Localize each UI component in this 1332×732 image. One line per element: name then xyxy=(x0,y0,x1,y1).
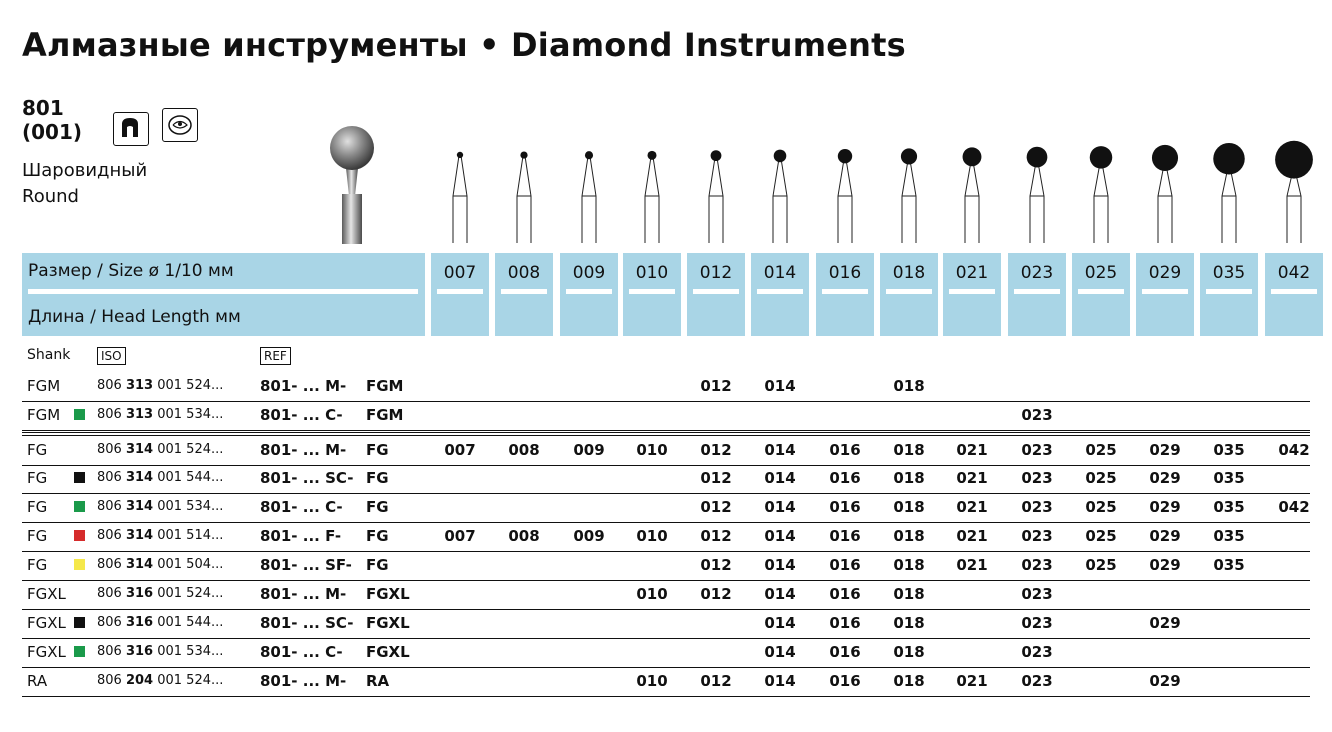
size-header-cell xyxy=(816,253,874,336)
size-availability-cell: 023 xyxy=(1021,406,1053,424)
length-bar xyxy=(949,289,995,294)
size-header-cell xyxy=(1072,253,1130,336)
bur-drawing xyxy=(1152,145,1178,243)
length-bar xyxy=(1206,289,1252,294)
size-availability-cell: 012 xyxy=(700,527,732,545)
table-row xyxy=(22,638,1310,668)
size-availability-cell: 023 xyxy=(1021,527,1053,545)
size-availability-cell: 029 xyxy=(1149,527,1181,545)
size-value: 042 xyxy=(1277,263,1311,283)
size-value: 018 xyxy=(892,263,926,283)
bur-drawing xyxy=(453,152,467,243)
size-availability-cell: 014 xyxy=(764,556,796,574)
size-availability-cell: 023 xyxy=(1021,643,1053,661)
size-availability-cell: 023 xyxy=(1021,585,1053,603)
iso-number: 806 314 001 534... xyxy=(97,499,224,514)
product-number-alt: (001) xyxy=(22,120,83,144)
size-availability-cell: 007 xyxy=(444,527,476,545)
size-value: 029 xyxy=(1148,263,1182,283)
ref-number: 801- ... C- xyxy=(260,498,343,516)
length-bar xyxy=(757,289,803,294)
size-availability-cell: 021 xyxy=(956,556,988,574)
bur-drawing xyxy=(709,150,723,243)
size-availability-cell: 018 xyxy=(893,377,925,395)
ref-number: 801- ... M- xyxy=(260,585,347,603)
size-availability-cell: 010 xyxy=(636,527,668,545)
size-value: 012 xyxy=(699,263,733,283)
size-availability-cell: 023 xyxy=(1021,498,1053,516)
shank-column-header: Shank xyxy=(27,347,71,363)
size-availability-cell: 018 xyxy=(893,672,925,690)
size-header-cell xyxy=(1265,253,1323,336)
size-header-cell xyxy=(1008,253,1066,336)
size-availability-cell: 008 xyxy=(508,441,540,459)
shank-type: FGXL xyxy=(27,614,66,632)
size-availability-cell: 023 xyxy=(1021,469,1053,487)
size-availability-cell: 035 xyxy=(1213,556,1245,574)
size-availability-cell: 009 xyxy=(573,527,605,545)
length-bar xyxy=(1142,289,1188,294)
size-availability-cell: 014 xyxy=(764,585,796,603)
size-value: 035 xyxy=(1212,263,1246,283)
shank-type: FG xyxy=(27,441,48,459)
bur-drawing xyxy=(645,151,659,243)
bur-drawing xyxy=(1090,146,1113,243)
table-row xyxy=(22,609,1310,639)
instrument-drawings xyxy=(0,140,1332,246)
size-availability-cell: 007 xyxy=(444,441,476,459)
grit-color-square xyxy=(74,617,85,628)
size-availability-cell: 023 xyxy=(1021,672,1053,690)
size-availability-cell: 016 xyxy=(829,498,861,516)
length-bar xyxy=(437,289,483,294)
size-availability-cell: 021 xyxy=(956,469,988,487)
table-row xyxy=(22,435,1310,466)
ref-shank: FG xyxy=(366,498,389,516)
ref-shank: RA xyxy=(366,672,390,690)
shank-type: FGXL xyxy=(27,585,66,603)
length-bar xyxy=(1078,289,1124,294)
shank-type: FGM xyxy=(27,377,61,395)
shank-type: RA xyxy=(27,672,48,690)
size-availability-cell: 010 xyxy=(636,441,668,459)
size-availability-cell: 014 xyxy=(764,377,796,395)
ref-number: 801- ... F- xyxy=(260,527,342,545)
size-value: 014 xyxy=(763,263,797,283)
length-bar xyxy=(822,289,868,294)
size-availability-cell: 023 xyxy=(1021,614,1053,632)
size-availability-cell: 016 xyxy=(829,643,861,661)
page-title: Алмазные инструменты • Diamond Instruments xyxy=(22,26,906,64)
bur-drawing xyxy=(1275,141,1313,243)
size-value: 016 xyxy=(828,263,862,283)
size-header xyxy=(22,253,425,336)
ref-shank: FG xyxy=(366,527,389,545)
grit-color-square xyxy=(74,530,85,541)
size-availability-cell: 014 xyxy=(764,469,796,487)
table-row xyxy=(22,522,1310,552)
length-bar xyxy=(1271,289,1317,294)
size-availability-cell: 018 xyxy=(893,643,925,661)
ref-number: 801- ... C- xyxy=(260,643,343,661)
shank-type: FG xyxy=(27,498,48,516)
iso-number: 806 316 001 524... xyxy=(97,586,224,601)
size-availability-cell: 018 xyxy=(893,441,925,459)
grit-color-square xyxy=(74,501,85,512)
ref-shank: FGM xyxy=(366,377,404,395)
iso-number: 806 314 001 514... xyxy=(97,528,224,543)
size-availability-cell: 035 xyxy=(1213,441,1245,459)
bur-drawing xyxy=(773,150,787,243)
size-availability-cell: 029 xyxy=(1149,498,1181,516)
size-availability-cell: 016 xyxy=(829,672,861,690)
size-value: 025 xyxy=(1084,263,1118,283)
size-availability-cell: 029 xyxy=(1149,672,1181,690)
table-row xyxy=(22,493,1310,523)
size-header-cell xyxy=(880,253,938,336)
size-availability-cell: 025 xyxy=(1085,441,1117,459)
table-row xyxy=(22,401,1310,433)
bur-drawing xyxy=(838,149,852,243)
ref-number: 801- ... M- xyxy=(260,441,347,459)
product-name-ru: Шаровидный xyxy=(22,160,148,181)
iso-number: 806 314 001 524... xyxy=(97,442,224,457)
size-availability-cell: 016 xyxy=(829,556,861,574)
bur-drawing xyxy=(1027,147,1048,243)
size-value: 009 xyxy=(572,263,606,283)
size-availability-cell: 035 xyxy=(1213,527,1245,545)
length-bar xyxy=(629,289,675,294)
bur-drawing xyxy=(963,147,982,243)
size-availability-cell: 016 xyxy=(829,614,861,632)
size-availability-cell: 018 xyxy=(893,556,925,574)
ref-number: 801- ... SF- xyxy=(260,556,352,574)
size-availability-cell: 021 xyxy=(956,498,988,516)
size-value: 010 xyxy=(635,263,669,283)
ref-column-header: REF xyxy=(260,347,291,365)
ref-shank: FG xyxy=(366,441,389,459)
size-availability-cell: 014 xyxy=(764,643,796,661)
tooth-preparation-icon xyxy=(162,108,198,142)
length-bar xyxy=(1014,289,1060,294)
size-availability-cell: 042 xyxy=(1278,498,1310,516)
size-header-cell xyxy=(751,253,809,336)
iso-number: 806 314 001 544... xyxy=(97,470,224,485)
size-availability-cell: 018 xyxy=(893,469,925,487)
product-number: 801 xyxy=(22,96,64,120)
size-availability-cell: 029 xyxy=(1149,469,1181,487)
size-availability-cell: 029 xyxy=(1149,441,1181,459)
iso-column-header: ISO xyxy=(97,347,126,365)
size-availability-cell: 016 xyxy=(829,469,861,487)
size-value: 008 xyxy=(507,263,541,283)
bur-drawing xyxy=(1213,143,1245,243)
size-header-cell xyxy=(1136,253,1194,336)
size-availability-cell: 012 xyxy=(700,672,732,690)
length-bar xyxy=(501,289,547,294)
iso-number: 806 316 001 544... xyxy=(97,615,224,630)
grit-color-square xyxy=(74,472,85,483)
length-bar xyxy=(566,289,612,294)
size-value: 007 xyxy=(443,263,477,283)
size-availability-cell: 021 xyxy=(956,527,988,545)
size-availability-cell: 021 xyxy=(956,672,988,690)
grit-color-square xyxy=(74,409,85,420)
size-value: 023 xyxy=(1020,263,1054,283)
header-divider xyxy=(28,289,418,294)
size-header-cell xyxy=(623,253,681,336)
size-availability-cell: 016 xyxy=(829,527,861,545)
size-availability-cell: 012 xyxy=(700,585,732,603)
size-header-cell xyxy=(560,253,618,336)
size-availability-cell: 023 xyxy=(1021,441,1053,459)
table-row xyxy=(22,551,1310,581)
size-header-cell xyxy=(687,253,745,336)
size-availability-cell: 009 xyxy=(573,441,605,459)
size-availability-cell: 029 xyxy=(1149,556,1181,574)
size-availability-cell: 021 xyxy=(956,441,988,459)
size-availability-cell: 042 xyxy=(1278,441,1310,459)
bur-drawing xyxy=(901,148,917,243)
size-availability-cell: 016 xyxy=(829,441,861,459)
size-availability-cell: 010 xyxy=(636,672,668,690)
shank-type: FG xyxy=(27,527,48,545)
ref-number: 801- ... M- xyxy=(260,377,347,395)
size-availability-cell: 014 xyxy=(764,498,796,516)
table-row xyxy=(22,580,1310,610)
size-availability-cell: 018 xyxy=(893,527,925,545)
ref-number: 801- ... SC- xyxy=(260,469,354,487)
length-label: Длина / Head Length мм xyxy=(28,307,241,327)
size-availability-cell: 035 xyxy=(1213,469,1245,487)
size-availability-cell: 025 xyxy=(1085,469,1117,487)
size-availability-cell: 010 xyxy=(636,585,668,603)
size-availability-cell: 014 xyxy=(764,614,796,632)
size-availability-cell: 018 xyxy=(893,498,925,516)
grit-color-square xyxy=(74,646,85,657)
table-row xyxy=(22,667,1310,697)
size-availability-cell: 029 xyxy=(1149,614,1181,632)
size-availability-cell: 014 xyxy=(764,527,796,545)
iso-number: 806 204 001 524... xyxy=(97,673,224,688)
size-value: 021 xyxy=(955,263,989,283)
iso-number: 806 316 001 534... xyxy=(97,644,224,659)
product-code xyxy=(22,96,82,144)
bur-drawing xyxy=(582,151,596,243)
size-availability-cell: 012 xyxy=(700,441,732,459)
product-name-en: Round xyxy=(22,186,79,207)
shank-type: FGM xyxy=(27,406,61,424)
ref-shank: FGXL xyxy=(366,585,410,603)
size-availability-cell: 012 xyxy=(700,377,732,395)
iso-number: 806 313 001 524... xyxy=(97,378,224,393)
size-header-cell xyxy=(1200,253,1258,336)
shank-type: FG xyxy=(27,556,48,574)
ref-shank: FGXL xyxy=(366,643,410,661)
size-label: Размер / Size ø 1/10 мм xyxy=(28,261,234,281)
size-availability-cell: 012 xyxy=(700,556,732,574)
size-availability-cell: 008 xyxy=(508,527,540,545)
size-availability-cell: 016 xyxy=(829,585,861,603)
ref-number: 801- ... M- xyxy=(260,672,347,690)
shank-type: FG xyxy=(27,469,48,487)
ref-number: 801- ... SC- xyxy=(260,614,354,632)
length-bar xyxy=(886,289,932,294)
ref-number: 801- ... C- xyxy=(260,406,343,424)
size-availability-cell: 025 xyxy=(1085,527,1117,545)
size-availability-cell: 018 xyxy=(893,585,925,603)
size-availability-cell: 014 xyxy=(764,441,796,459)
size-availability-cell: 035 xyxy=(1213,498,1245,516)
iso-number: 806 313 001 534... xyxy=(97,407,224,422)
ref-shank: FGM xyxy=(366,406,404,424)
size-header-cell xyxy=(943,253,1001,336)
bur-drawing xyxy=(517,151,531,243)
ref-shank: FG xyxy=(366,556,389,574)
size-availability-cell: 012 xyxy=(700,469,732,487)
size-availability-cell: 023 xyxy=(1021,556,1053,574)
length-bar xyxy=(693,289,739,294)
table-row xyxy=(22,372,1310,402)
size-availability-cell: 018 xyxy=(893,614,925,632)
ref-shank: FG xyxy=(366,469,389,487)
size-header-cell xyxy=(431,253,489,336)
size-availability-cell: 025 xyxy=(1085,498,1117,516)
size-header-cell xyxy=(495,253,553,336)
grit-color-square xyxy=(74,559,85,570)
shank-type: FGXL xyxy=(27,643,66,661)
size-availability-cell: 014 xyxy=(764,672,796,690)
size-availability-cell: 025 xyxy=(1085,556,1117,574)
size-availability-cell: 012 xyxy=(700,498,732,516)
table-row xyxy=(22,464,1310,494)
ref-shank: FGXL xyxy=(366,614,410,632)
iso-number: 806 314 001 504... xyxy=(97,557,224,572)
